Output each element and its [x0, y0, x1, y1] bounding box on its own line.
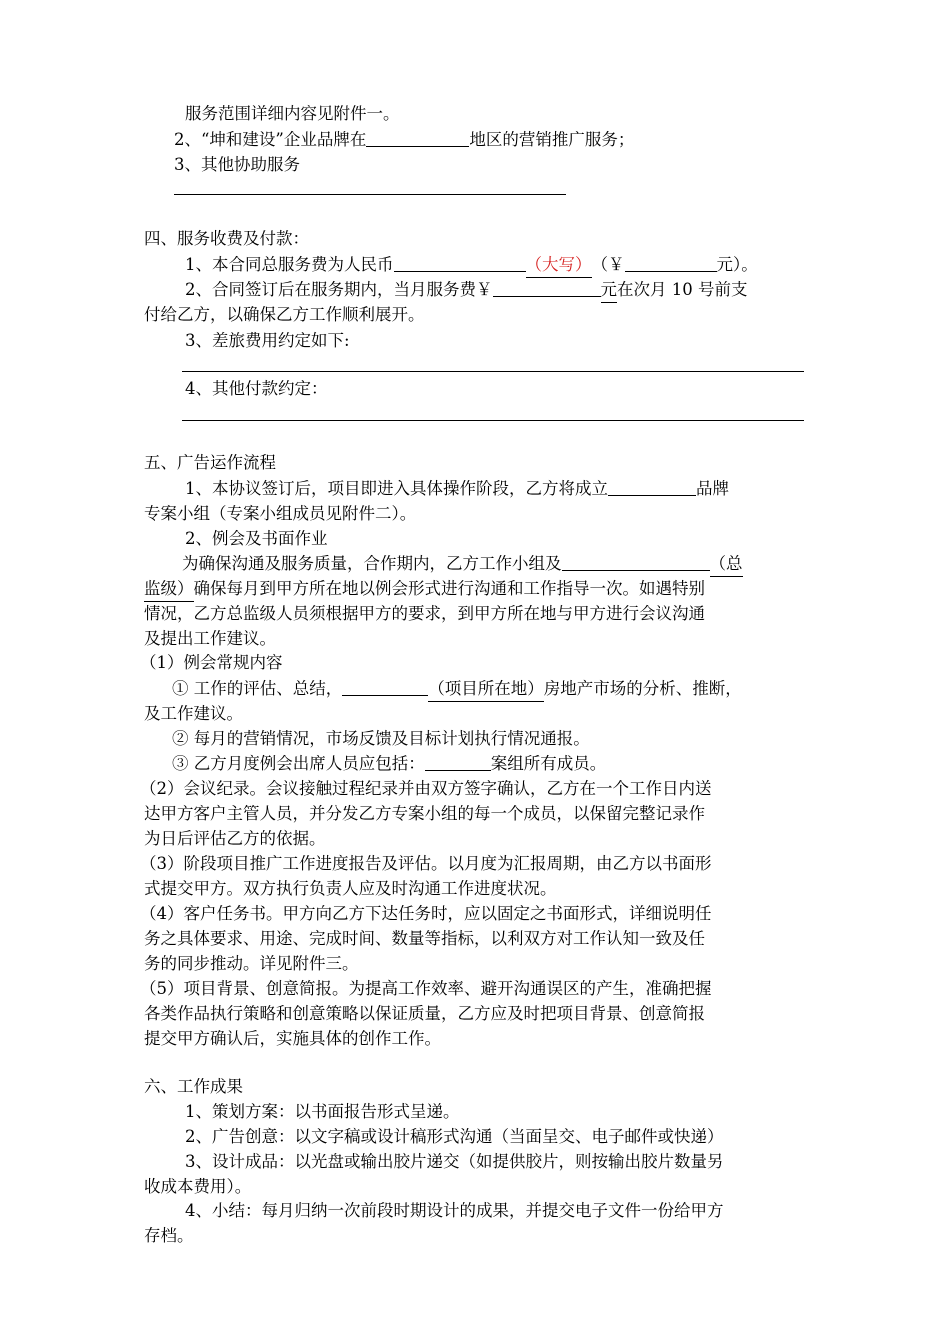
text: 为确保沟通及服务质量，合作期内，乙方工作小组及 — [182, 554, 562, 573]
item-2-line-3 — [144, 827, 326, 851]
service-scope-note — [185, 102, 400, 126]
result-1 — [185, 1100, 460, 1124]
text: ③ 乙方月度例会出席人员应包括： — [172, 754, 425, 773]
meeting-para-2 — [144, 577, 705, 602]
text: 1、策划方案：以书面报告形式呈递。 — [185, 1102, 460, 1121]
text: （￥ — [591, 255, 625, 274]
text: 付给乙方，以确保乙方工作顺利展开。 — [144, 305, 425, 324]
team-setup-line-cont — [144, 502, 416, 526]
text: 式提交甲方。双方执行负责人应及时沟通工作进度状况。 — [144, 879, 557, 898]
item-4-line-3 — [144, 952, 359, 976]
monthly-fee-line-cont — [144, 303, 425, 327]
item-4-line-1 — [140, 902, 712, 926]
text: 元）。 — [716, 255, 758, 274]
item-2-line-1 — [140, 777, 712, 801]
text: 监级） — [144, 577, 194, 602]
text: 各类作品执行策略和创意策略以保证质量，乙方应及时把项目背景、创意简报 — [144, 1004, 705, 1023]
text: 4、小结：每月归纳一次前段时期设计的成果，并提交电子文件一份给甲方 — [185, 1201, 724, 1220]
text: 情况，乙方总监级人员须根据甲方的要求，到甲方所在地与甲方进行会议沟通 — [144, 604, 705, 623]
text: 专案小组（专案小组成员见附件二）。 — [144, 504, 417, 523]
section-6-title — [144, 1075, 243, 1099]
text: （5）项目背景、创意简报。为提高工作效率、避开沟通误区的产生，准确把握 — [140, 979, 712, 998]
text: 服务范围详细内容见附件一。 — [185, 104, 400, 123]
text: 2、例会及书面作业 — [185, 529, 328, 548]
text: 存档。 — [144, 1226, 194, 1245]
text: （3）阶段项目推广工作进度报告及评估。以月度为汇报周期，由乙方以书面形 — [140, 854, 712, 873]
text: ② 每月的营销情况，市场反馈及目标计划执行情况通报。 — [172, 729, 590, 748]
item-1c — [172, 752, 606, 776]
total-fee-line — [185, 253, 758, 278]
item-2-line-2 — [144, 802, 705, 826]
item-5-line-1 — [140, 977, 712, 1001]
text: 4、其他付款约定： — [185, 379, 328, 398]
other-services-line — [174, 153, 300, 177]
team-setup-line — [185, 477, 729, 501]
text: 地区的营销推广服务； — [469, 130, 635, 149]
item-3-line-2 — [144, 877, 557, 901]
item-1-heading — [140, 651, 283, 675]
result-3-cont — [144, 1175, 251, 1199]
text: 确保每月到甲方所在地以例会形式进行沟通和工作指导一次。如遇特别 — [193, 579, 705, 598]
item-3-line-1 — [140, 852, 712, 876]
text: 务的同步推动。详见附件三。 — [144, 954, 359, 973]
other-payment-blank — [182, 420, 804, 421]
text: 提交甲方确认后，实施具体的创作工作。 — [144, 1029, 441, 1048]
text: （2）会议纪录。会议接触过程纪录并由双方签字确认，乙方在一个工作日内送 — [140, 779, 712, 798]
monthly-fee-line — [185, 278, 748, 303]
text: 3、差旅费用约定如下: — [185, 331, 350, 350]
travel-expense-line — [185, 329, 350, 353]
text: 2、合同签订后在服务期内，当月服务费￥ — [185, 280, 493, 299]
item-5-line-3 — [144, 1027, 441, 1051]
location-blank — [342, 677, 428, 696]
text: 房地产市场的分析、推断， — [543, 679, 742, 698]
text: 四、服务收费及付款： — [144, 229, 309, 248]
text: 务之具体要求、用途、完成时间、数量等指标，以利双方对工作认知一致及任 — [144, 929, 705, 948]
director-blank — [562, 552, 710, 571]
attendee-blank — [425, 752, 491, 771]
meeting-para-3 — [144, 602, 705, 626]
text: 五、广告运作流程 — [144, 453, 276, 472]
result-2 — [185, 1125, 724, 1149]
text: 及工作建议。 — [144, 704, 243, 723]
travel-expense-blank — [182, 371, 804, 372]
result-3 — [185, 1150, 724, 1174]
amount-blank — [394, 253, 526, 272]
brand-blank — [608, 477, 696, 496]
text: 收成本费用）。 — [144, 1177, 252, 1196]
item-1a-cont — [144, 702, 243, 726]
brand-promotion-line — [174, 128, 634, 152]
meeting-para-4 — [144, 627, 276, 651]
text: 为日后评估乙方的依据。 — [144, 829, 326, 848]
item-4-line-2 — [144, 927, 705, 951]
text: 元 — [601, 278, 618, 303]
other-payment-line — [185, 377, 328, 401]
item-1b — [172, 727, 590, 751]
result-4 — [185, 1199, 724, 1223]
text: 达甲方客户主管人员，并分发乙方专案小组的每一个成员，以保留完整记录作 — [144, 804, 705, 823]
text: 1、本协议签订后，项目即进入具体操作阶段，乙方将成立 — [185, 479, 608, 498]
meeting-para-1 — [182, 552, 743, 577]
text: ① 工作的评估、总结， — [172, 679, 343, 698]
item-1a — [172, 677, 742, 702]
text: 3、其他协助服务 — [174, 155, 300, 174]
text: （总 — [710, 552, 743, 577]
text: （项目所在地） — [428, 677, 544, 702]
text: 3、设计成品：以光盘或输出胶片递交（如提供胶片，则按输出胶片数量另 — [185, 1152, 724, 1171]
amount-numeric-blank — [625, 253, 717, 272]
region-blank — [366, 128, 469, 147]
section-5-title — [144, 451, 276, 475]
other-services-blank — [174, 194, 566, 195]
text: 及提出工作建议。 — [144, 629, 276, 648]
result-4-cont — [144, 1224, 194, 1248]
text: 1、本合同总服务费为人民币 — [185, 255, 394, 274]
text: 2、“坤和建设”企业品牌在 — [174, 130, 367, 149]
section-4-title — [144, 227, 309, 251]
text: 品牌 — [696, 479, 729, 498]
text: 在次月 10 号前支 — [617, 280, 748, 299]
monthly-fee-blank — [493, 278, 601, 297]
text: （1）例会常规内容 — [140, 653, 283, 672]
meeting-heading — [185, 527, 328, 551]
text: 六、工作成果 — [144, 1077, 243, 1096]
item-5-line-2 — [144, 1002, 705, 1026]
text: 案组所有成员。 — [490, 754, 607, 773]
text: （4）客户任务书。甲方向乙方下达任务时，应以固定之书面形式，详细说明任 — [140, 904, 712, 923]
uppercase-amount-label: （大写） — [526, 253, 592, 278]
text: 2、广告创意：以文字稿或设计稿形式沟通（当面呈交、电子邮件或快递） — [185, 1127, 724, 1146]
